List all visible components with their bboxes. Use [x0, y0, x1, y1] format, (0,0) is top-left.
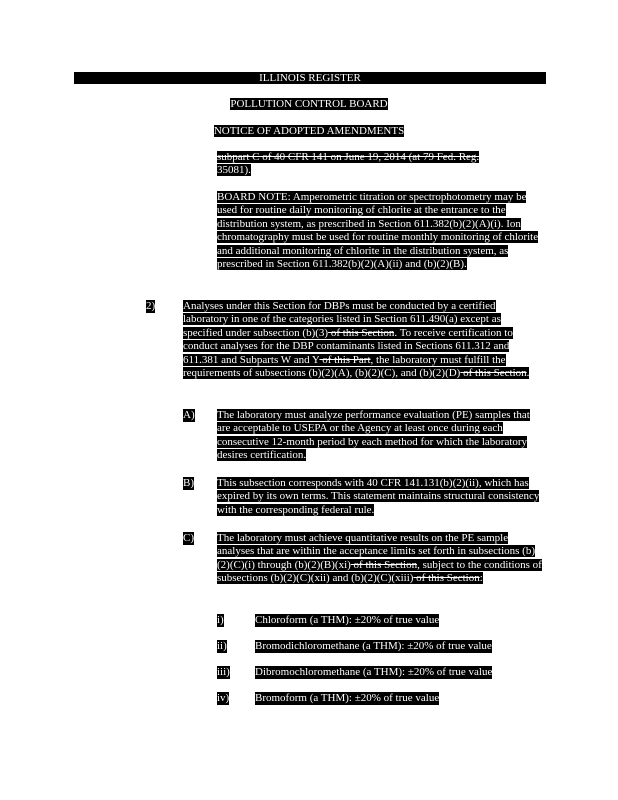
notice-title-line [0, 125, 618, 137]
board-title: POLLUTION CONTROL BOARD [230, 98, 388, 110]
subitem-ii-text: Bromodichloromethane (a THM): ±20% of true value [255, 640, 492, 652]
subitem-iv-label: iv) [217, 692, 230, 704]
section-2-paragraph [183, 300, 541, 380]
section-2-struck-2: of this Part [319, 353, 371, 366]
intro-text-b: 35081). [217, 164, 251, 177]
board-note-text: BOARD NOTE: Amperometric titration or spectrophotometry may be used for routine daily monitoring of chlorite at the entrance to the distribution system, as prescribed in Section 611.382(b)(2)(A)(i). Ion chromatography must be used for routine monthly monitoring of chlorite and additional monitoring of chlorite in the distribution system, as prescribed in Section 611.382(b)(2)(A)(ii) and (b)(2)(B). [217, 191, 539, 271]
subitem-i-label: i) [217, 614, 224, 626]
section-2-text-2: . To receive certification to conduct analyses for the DBP contaminants listed in Sections 611.312 and 611.381 and Subparts W and Y [183, 326, 513, 366]
subitem-iii-text: Dibromochloromethane (a THM): ±20% of true value [255, 666, 493, 678]
section-2-text-4: . [526, 367, 530, 380]
subitem-ii-label: ii) [217, 640, 227, 652]
section-2-text-1: Analyses under this Section for DBPs must be conducted by a certified laboratory in one of the categories listed in Section 611.490(a) except as specified under subsection (b)(3) [183, 300, 501, 339]
item-a-text: The laboratory must analyze performance evaluation (PE) samples that are acceptable to USEPA or the Agency at least once during each consecutive 12-month period by each method for which the laboratory desires certification. [217, 409, 530, 462]
item-c-paragraph [217, 532, 545, 586]
register-title: ILLINOIS REGISTER [259, 72, 361, 84]
item-b-text: This subsection corresponds with 40 CFR 141.131(b)(2)(ii), which has expired by its own terms. This statement maintains structural consistency with the corresponding federal rule. [217, 477, 540, 516]
item-a-label: A) [183, 409, 195, 421]
intro-text-a: subpart C of 40 CFR 141 on June 19, 2014 (at 79 Fed. Reg. [217, 151, 480, 163]
item-c-label: C) [183, 532, 194, 544]
intro-paragraph [217, 151, 547, 178]
item-c-text-1: The laboratory must achieve quantitative results on the PE sample analyses that are within the acceptance limits set forth in subsections (b)(2)(C)(i) through (b)(2)(B)(xi) [217, 532, 535, 571]
board-title-line [0, 98, 618, 110]
item-a-paragraph [217, 409, 545, 463]
item-c-text-3: : [479, 572, 483, 585]
item-b-paragraph [217, 477, 545, 517]
notice-title: NOTICE OF ADOPTED AMENDMENTS [213, 125, 405, 137]
item-c-struck-2: of this Section [413, 572, 480, 585]
subitem-iii-label: iii) [217, 666, 230, 678]
section-2-struck-3: of this Section [460, 367, 527, 380]
section-2-label: 2) [146, 300, 156, 312]
item-c-struck-1: of this Section [350, 558, 418, 571]
section-2-text-3: , the laboratory must fulfill the requirements of subsections (b)(2)(A), (b)(2)(C), and (b)(2)(D) [183, 353, 506, 380]
item-c-text-2: , subject to the conditions of subsections (b)(2)(C)(xii) and (b)(2)(C)(xiii) [217, 558, 542, 585]
section-2-struck-1: of this Section [328, 326, 395, 339]
subitem-iv-text: Bromoform (a THM): ±20% of true value [255, 692, 440, 704]
subitem-i-text: Chloroform (a THM): ±20% of true value [255, 614, 440, 626]
register-header-bar [74, 72, 546, 84]
board-note-paragraph [217, 191, 547, 271]
item-b-label: B) [183, 477, 194, 489]
